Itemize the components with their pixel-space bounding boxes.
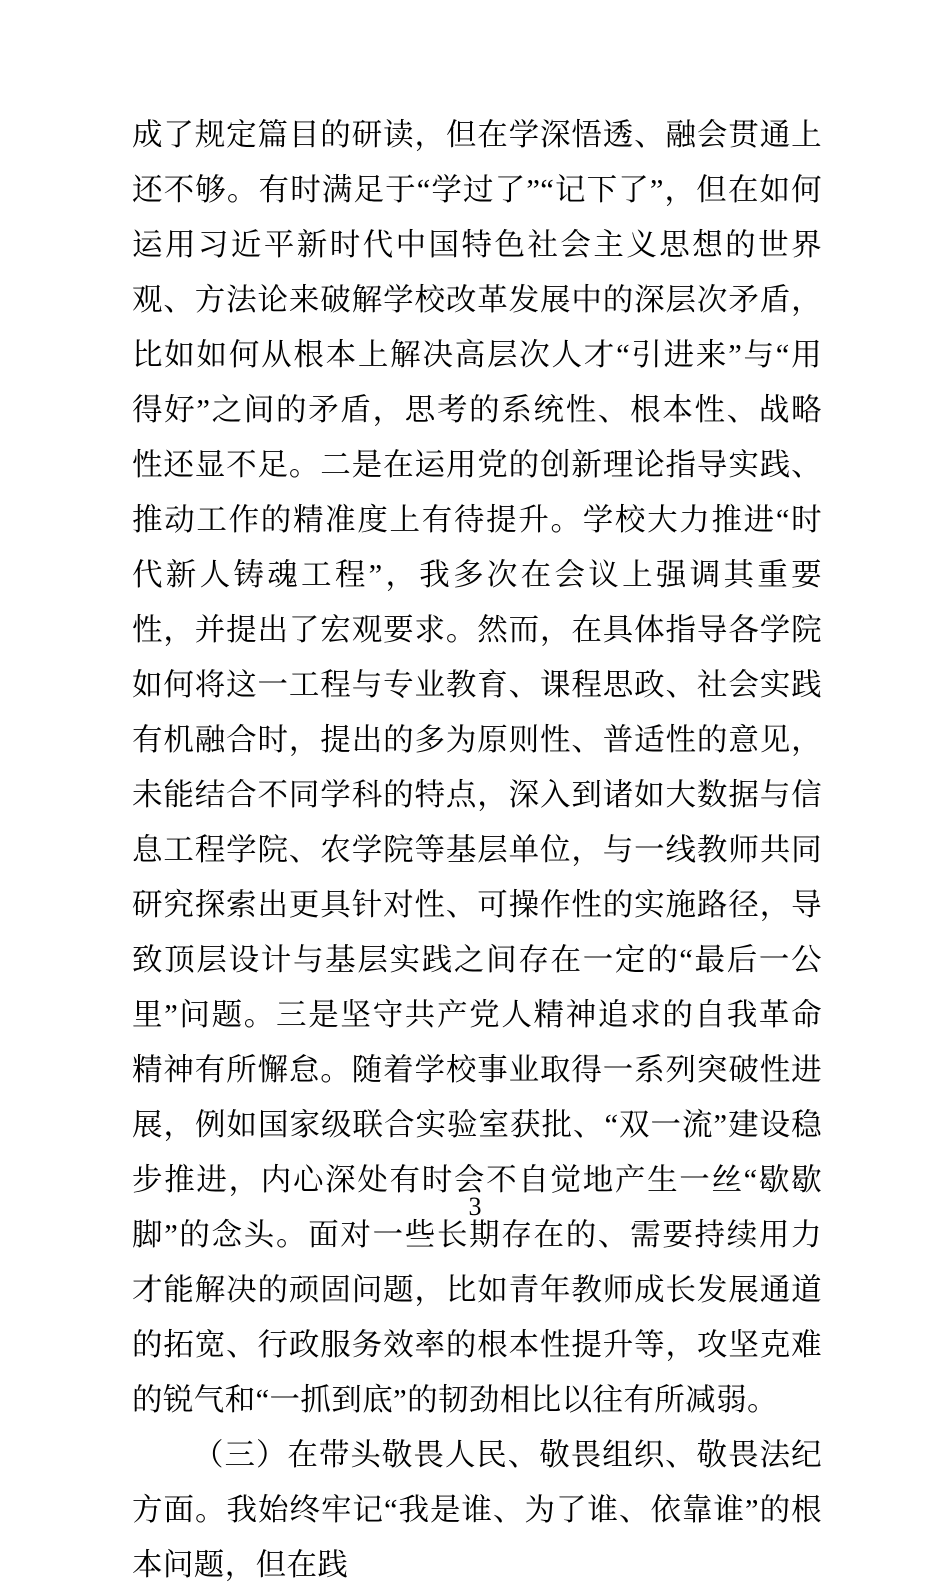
body-paragraph-1: 成了规定篇目的研读，但在学深悟透、融会贯通上还不够。有时满足于“学过了”“记下了”，但在如何运用习近平新时代中国特色社会主义思想的世界观、方法论来破解学校改革发展中的深层次矛盾，比如如何从根本上解决高层次人才“引进来”与“用得好”之间的矛盾，思考的系统性、根本性、战略性还显不足。二是在运用党的创新理论指导实践、推动工作的精准度上有待提升。学校大力推进“时代新人铸魂工程”，我多次在会议上强调其重要性，并提出了宏观要求。然而，在具体指导各学院如何将这一工程与专业教育、课程思政、社会实践有机融合时，提出的多为原则性、普适性的意见，未能结合不同学科的特点，深入到诸如大数据与信息工程学院、农学院等基层单位，与一线教师共同研究探索出更具针对性、可操作性的实施路径，导致顶层设计与基层实践之间存在一定的“最后一公里”问题。三是坚守共产党人精神追求的自我革命精神有所懈怠。随着学校事业取得一系列突破性进展，例如国家级联合实验室获批、“双一流”建设稳步推进，内心深处有时会不自觉地产生一丝“歇歇脚”的念头。面对一些长期存在的、需要持续用力才能解决的顽固问题，比如青年教师成长发展通道的拓宽、行政服务效率的根本性提升等，攻坚克难的锐气和“一抓到底”的韧劲相比以往有所减弱。 — [132, 118, 822, 1417]
page-text-body — [132, 108, 822, 1593]
body-paragraph-2: （三）在带头敬畏人民、敬畏组织、敬畏法纪方面。我始终牢记“我是谁、为了谁、依靠谁”的根本问题，但在践 — [132, 1438, 822, 1582]
page-number: 3 — [468, 1192, 482, 1221]
